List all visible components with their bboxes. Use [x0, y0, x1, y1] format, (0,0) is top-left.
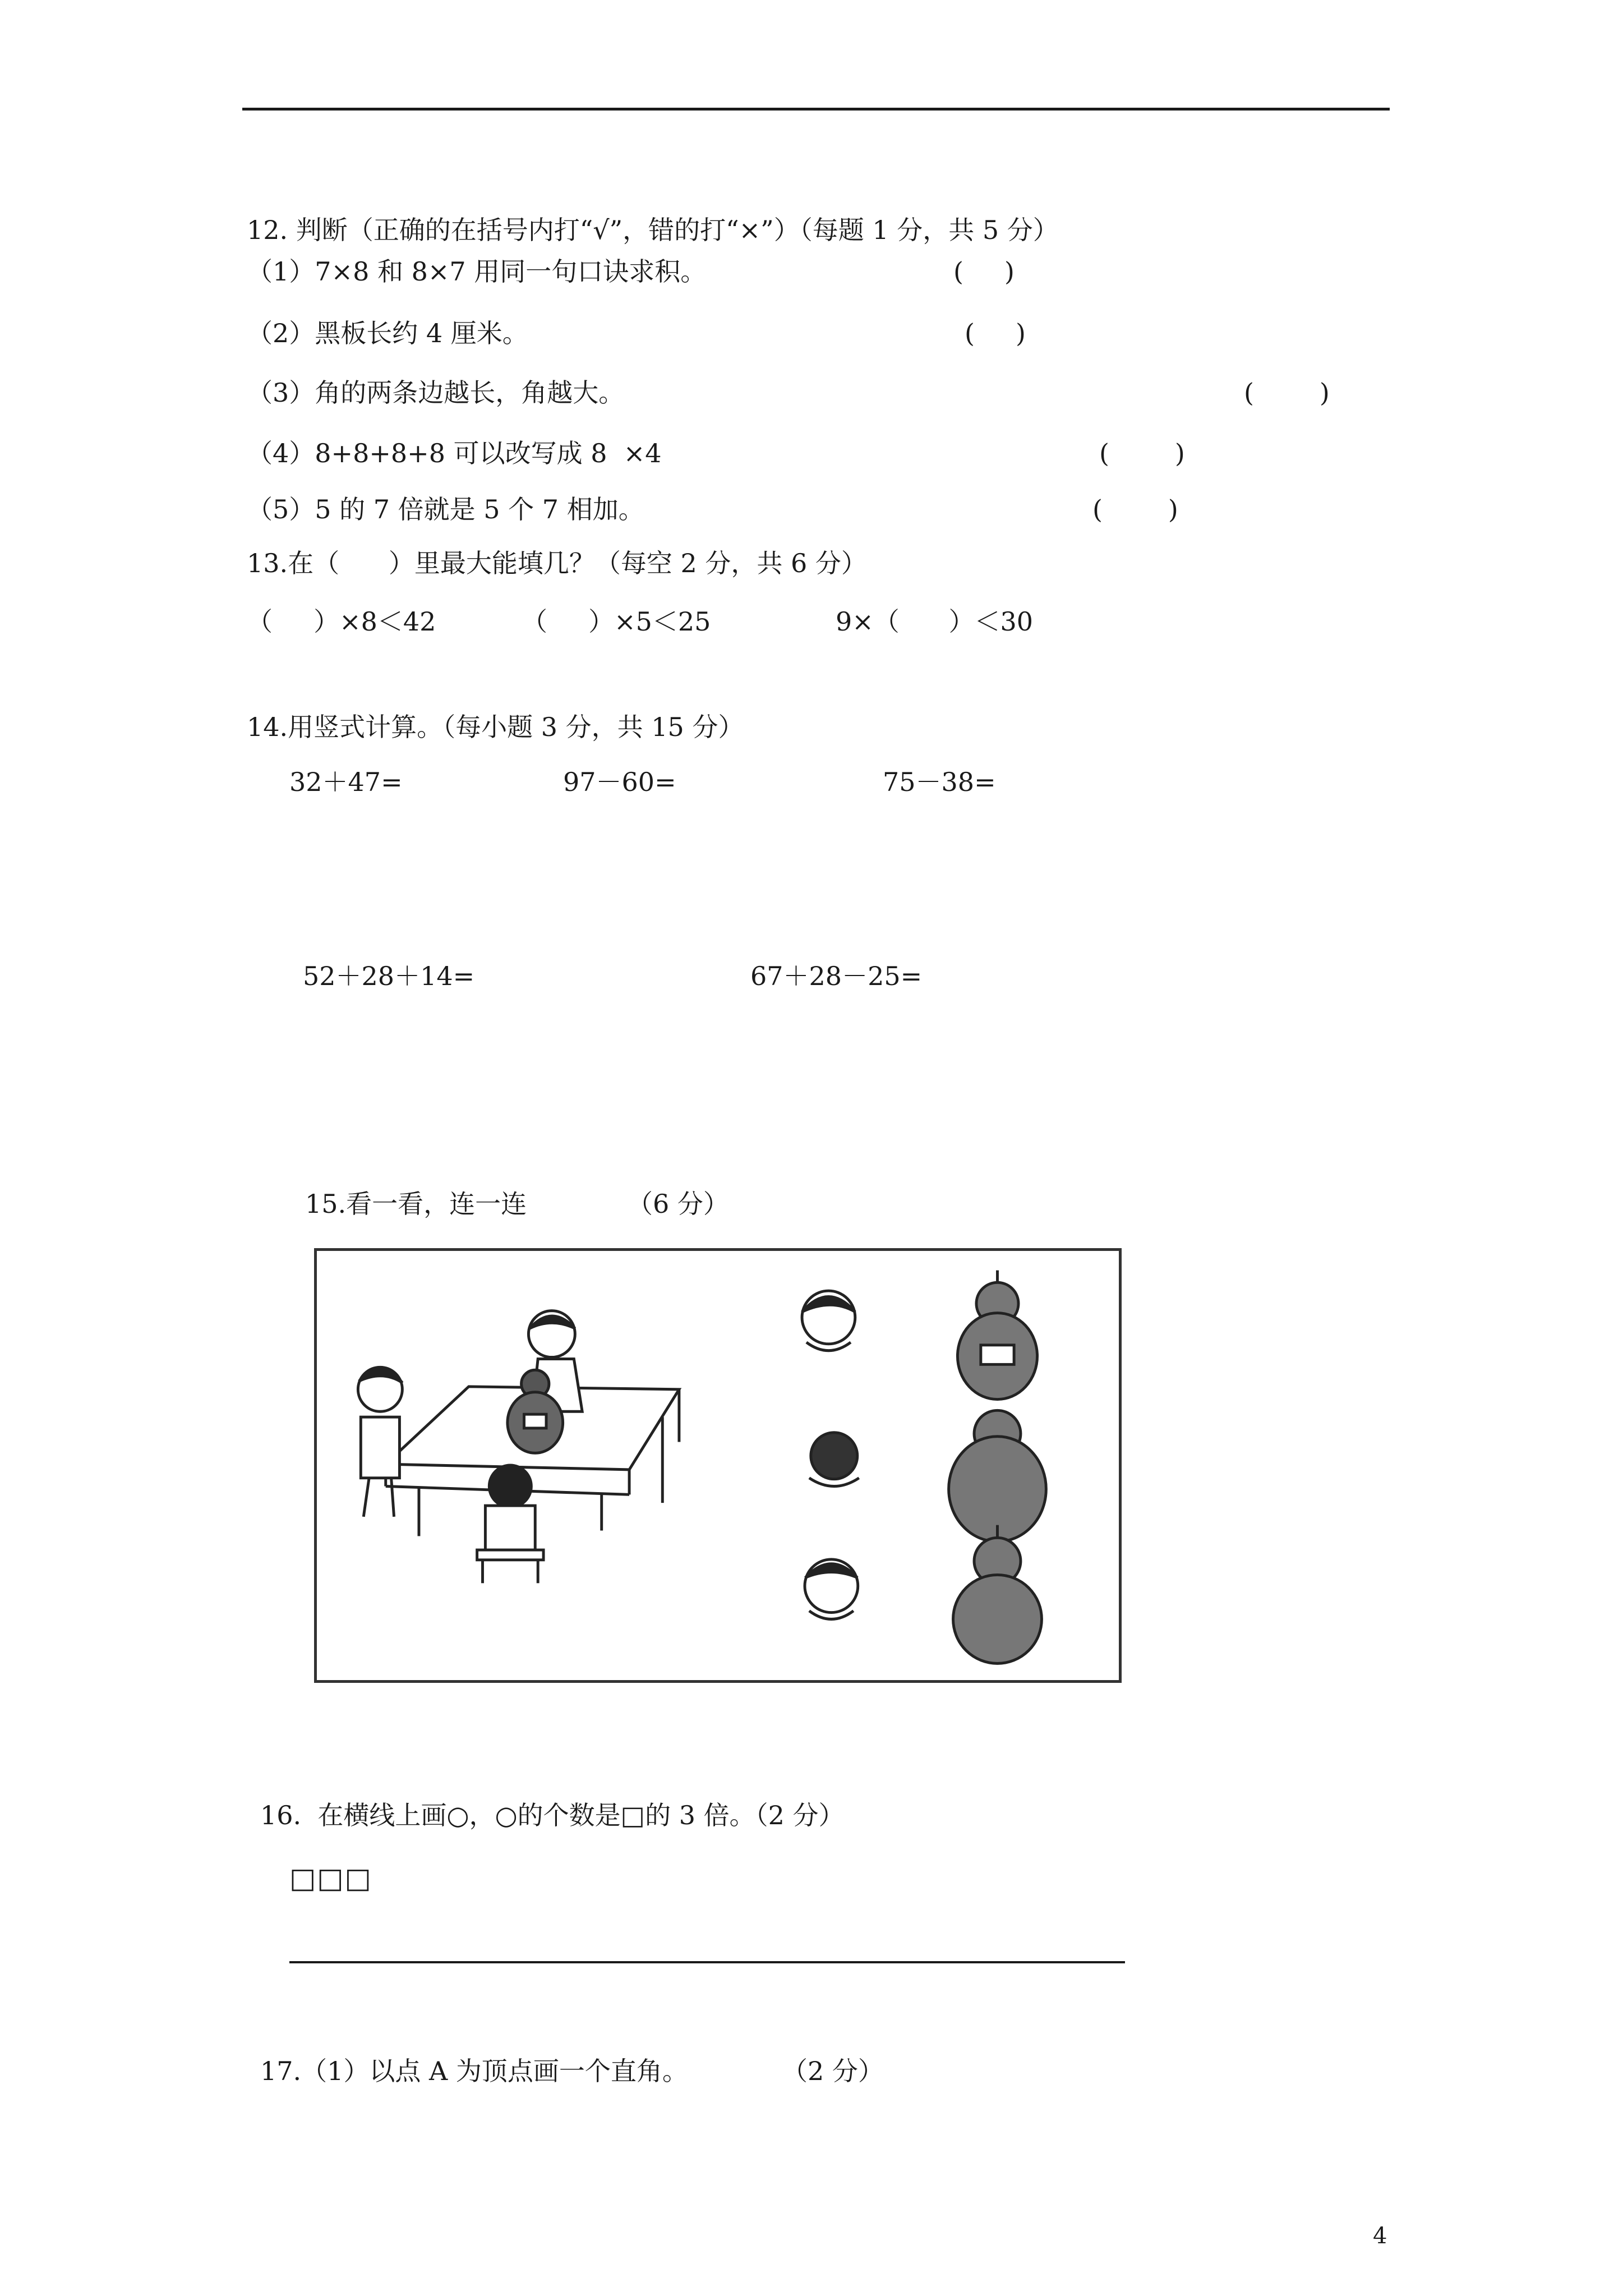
q12-item-1-bracket[interactable]: ( )	[953, 256, 1015, 287]
q14-calc-4: 52＋28＋14=	[303, 961, 475, 991]
page-number: 4	[1373, 2223, 1387, 2249]
q12-item-3: （3）角的两条边越长，角越大。	[247, 378, 625, 408]
q17-points: （2 分）	[782, 2056, 884, 2086]
q13-item-1[interactable]: （ ）×8＜42	[247, 606, 436, 637]
q13-title: 13.在（ ）里最大能填几？（每空 2 分，共 6 分）	[247, 548, 867, 578]
q16-title: 16. 在横线上画○，○的个数是□的 3 倍。（2 分）	[260, 1800, 845, 1830]
q13-item-2[interactable]: （ ）×5＜25	[522, 606, 711, 637]
q16-squares: □□□	[289, 1862, 372, 1894]
q12-item-5-bracket[interactable]: ( )	[1092, 494, 1178, 524]
q16-answer-line[interactable]	[289, 1961, 1125, 1963]
header-rule	[242, 108, 1390, 111]
q14-calc-2: 97－60=	[563, 767, 676, 797]
q12-item-2-bracket[interactable]: ( )	[965, 318, 1026, 348]
q14-calc-1: 32＋47=	[289, 767, 403, 797]
q13-item-3[interactable]: 9×（ ）＜30	[836, 606, 1034, 637]
q17-title: 17.（1）以点 A 为顶点画一个直角。	[260, 2056, 688, 2086]
q12-item-2: （2）黑板长约 4 厘米。	[247, 318, 528, 348]
q15-matching-picture	[314, 1248, 1122, 1683]
q12-title: 12. 判断（正确的在括号内打“√”，错的打“×”）（每题 1 分，共 5 分）	[247, 215, 1059, 245]
q14-title: 14.用竖式计算。（每小题 3 分，共 15 分）	[247, 712, 744, 742]
q15-points: （6 分）	[627, 1189, 729, 1219]
q12-item-4-bracket[interactable]: ( )	[1099, 438, 1185, 468]
q14-calc-3: 75－38=	[883, 767, 996, 797]
q12-item-4: （4）8+8+8+8 可以改写成 8 ×4	[247, 438, 662, 468]
q14-calc-5: 67＋28－25=	[750, 961, 923, 991]
q12-item-1: （1）7×8 和 8×7 用同一句口诀求积。	[247, 256, 707, 287]
q15-title: 15.看一看，连一连	[305, 1189, 527, 1219]
q12-item-3-bracket[interactable]: ( )	[1244, 378, 1330, 408]
q12-item-5: （5）5 的 7 倍就是 5 个 7 相加。	[247, 494, 644, 524]
